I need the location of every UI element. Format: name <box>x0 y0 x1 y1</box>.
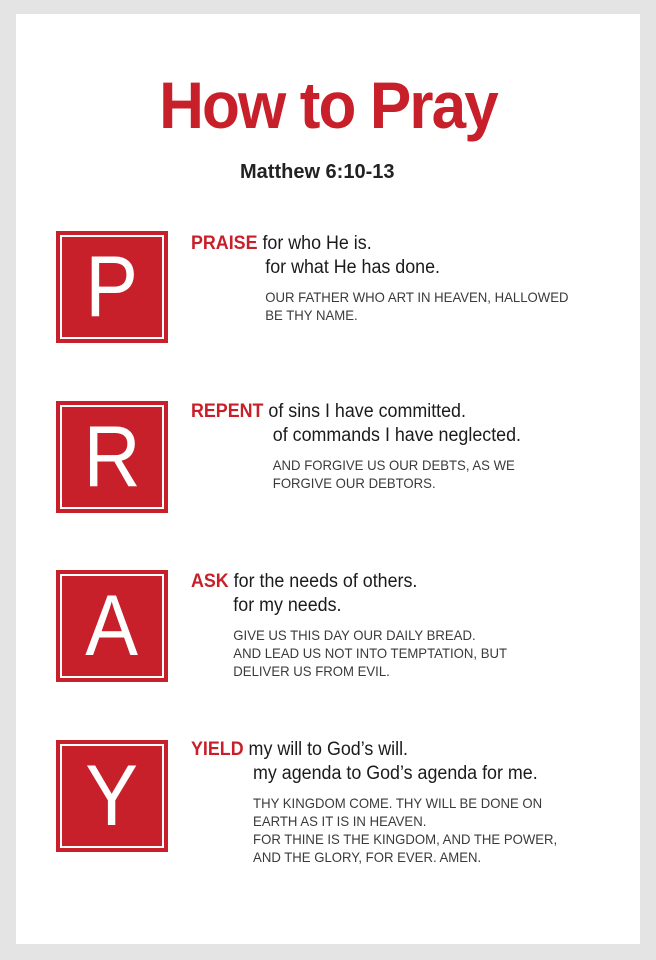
letter-tile-frame <box>60 235 164 339</box>
poster <box>16 14 640 944</box>
section-verse <box>191 794 614 866</box>
page-title: How to Pray <box>159 68 497 142</box>
section-heading-text: for who He is. <box>262 233 372 254</box>
letter-tile-p <box>56 231 168 343</box>
section-heading <box>191 738 614 762</box>
verse-line: THY KINGDOM COME. THY WILL BE DONE ON <box>253 795 543 811</box>
section-subline: for my needs. <box>233 595 342 616</box>
section-repent <box>191 400 641 492</box>
section-heading <box>191 400 614 424</box>
section-keyword: PRAISE <box>191 233 258 254</box>
section-subline: my agenda to God’s agenda for me. <box>253 763 538 784</box>
verse-line: EARTH AS IT IS IN HEAVEN. <box>253 813 427 829</box>
section-keyword: REPENT <box>191 401 264 422</box>
letter-tile-frame <box>60 744 164 848</box>
letter-tile-a <box>56 570 168 682</box>
section-heading-text: of sins I have committed. <box>268 401 466 422</box>
letter-tile-frame <box>60 405 164 509</box>
verse-line: DELIVER US FROM EVIL. <box>233 663 390 679</box>
scripture-reference: Matthew 6:10-13 <box>240 161 395 183</box>
verse-line: FORGIVE OUR DEBTORS. <box>272 475 436 491</box>
letter-glyph: A <box>85 578 139 674</box>
section-heading-text: for the needs of others. <box>233 571 418 592</box>
letter-tile-frame <box>60 574 164 678</box>
section-subline: for what He has done. <box>265 257 440 278</box>
verse-line: BE THY NAME. <box>265 307 358 323</box>
verse-line: GIVE US THIS DAY OUR DAILY BREAD. <box>233 627 476 643</box>
section-keyword: ASK <box>191 571 229 592</box>
verse-line: AND THE GLORY, FOR EVER. AMEN. <box>253 849 482 865</box>
section-verse <box>191 626 614 680</box>
letter-glyph: R <box>83 409 141 505</box>
verse-line: OUR FATHER WHO ART IN HEAVEN, HALLOWED <box>265 289 569 305</box>
section-praise <box>191 232 641 324</box>
verse-line: FOR THINE IS THE KINGDOM, AND THE POWER, <box>253 831 558 847</box>
section-verse <box>191 288 614 324</box>
section-heading <box>191 232 614 256</box>
letter-tile-y <box>56 740 168 852</box>
section-heading <box>191 570 614 594</box>
verse-line: AND FORGIVE US OUR DEBTS, AS WE <box>272 457 515 473</box>
verse-line: AND LEAD US NOT INTO TEMPTATION, BUT <box>233 645 508 661</box>
letter-glyph: P <box>85 239 139 335</box>
letter-tile-r <box>56 401 168 513</box>
section-subline: of commands I have neglected. <box>272 425 521 446</box>
section-keyword: YIELD <box>191 739 244 760</box>
letter-glyph: Y <box>85 748 139 844</box>
section-ask <box>191 570 641 680</box>
section-yield <box>191 738 641 866</box>
section-verse <box>191 456 614 492</box>
section-heading-text: my will to God’s will. <box>248 739 409 760</box>
